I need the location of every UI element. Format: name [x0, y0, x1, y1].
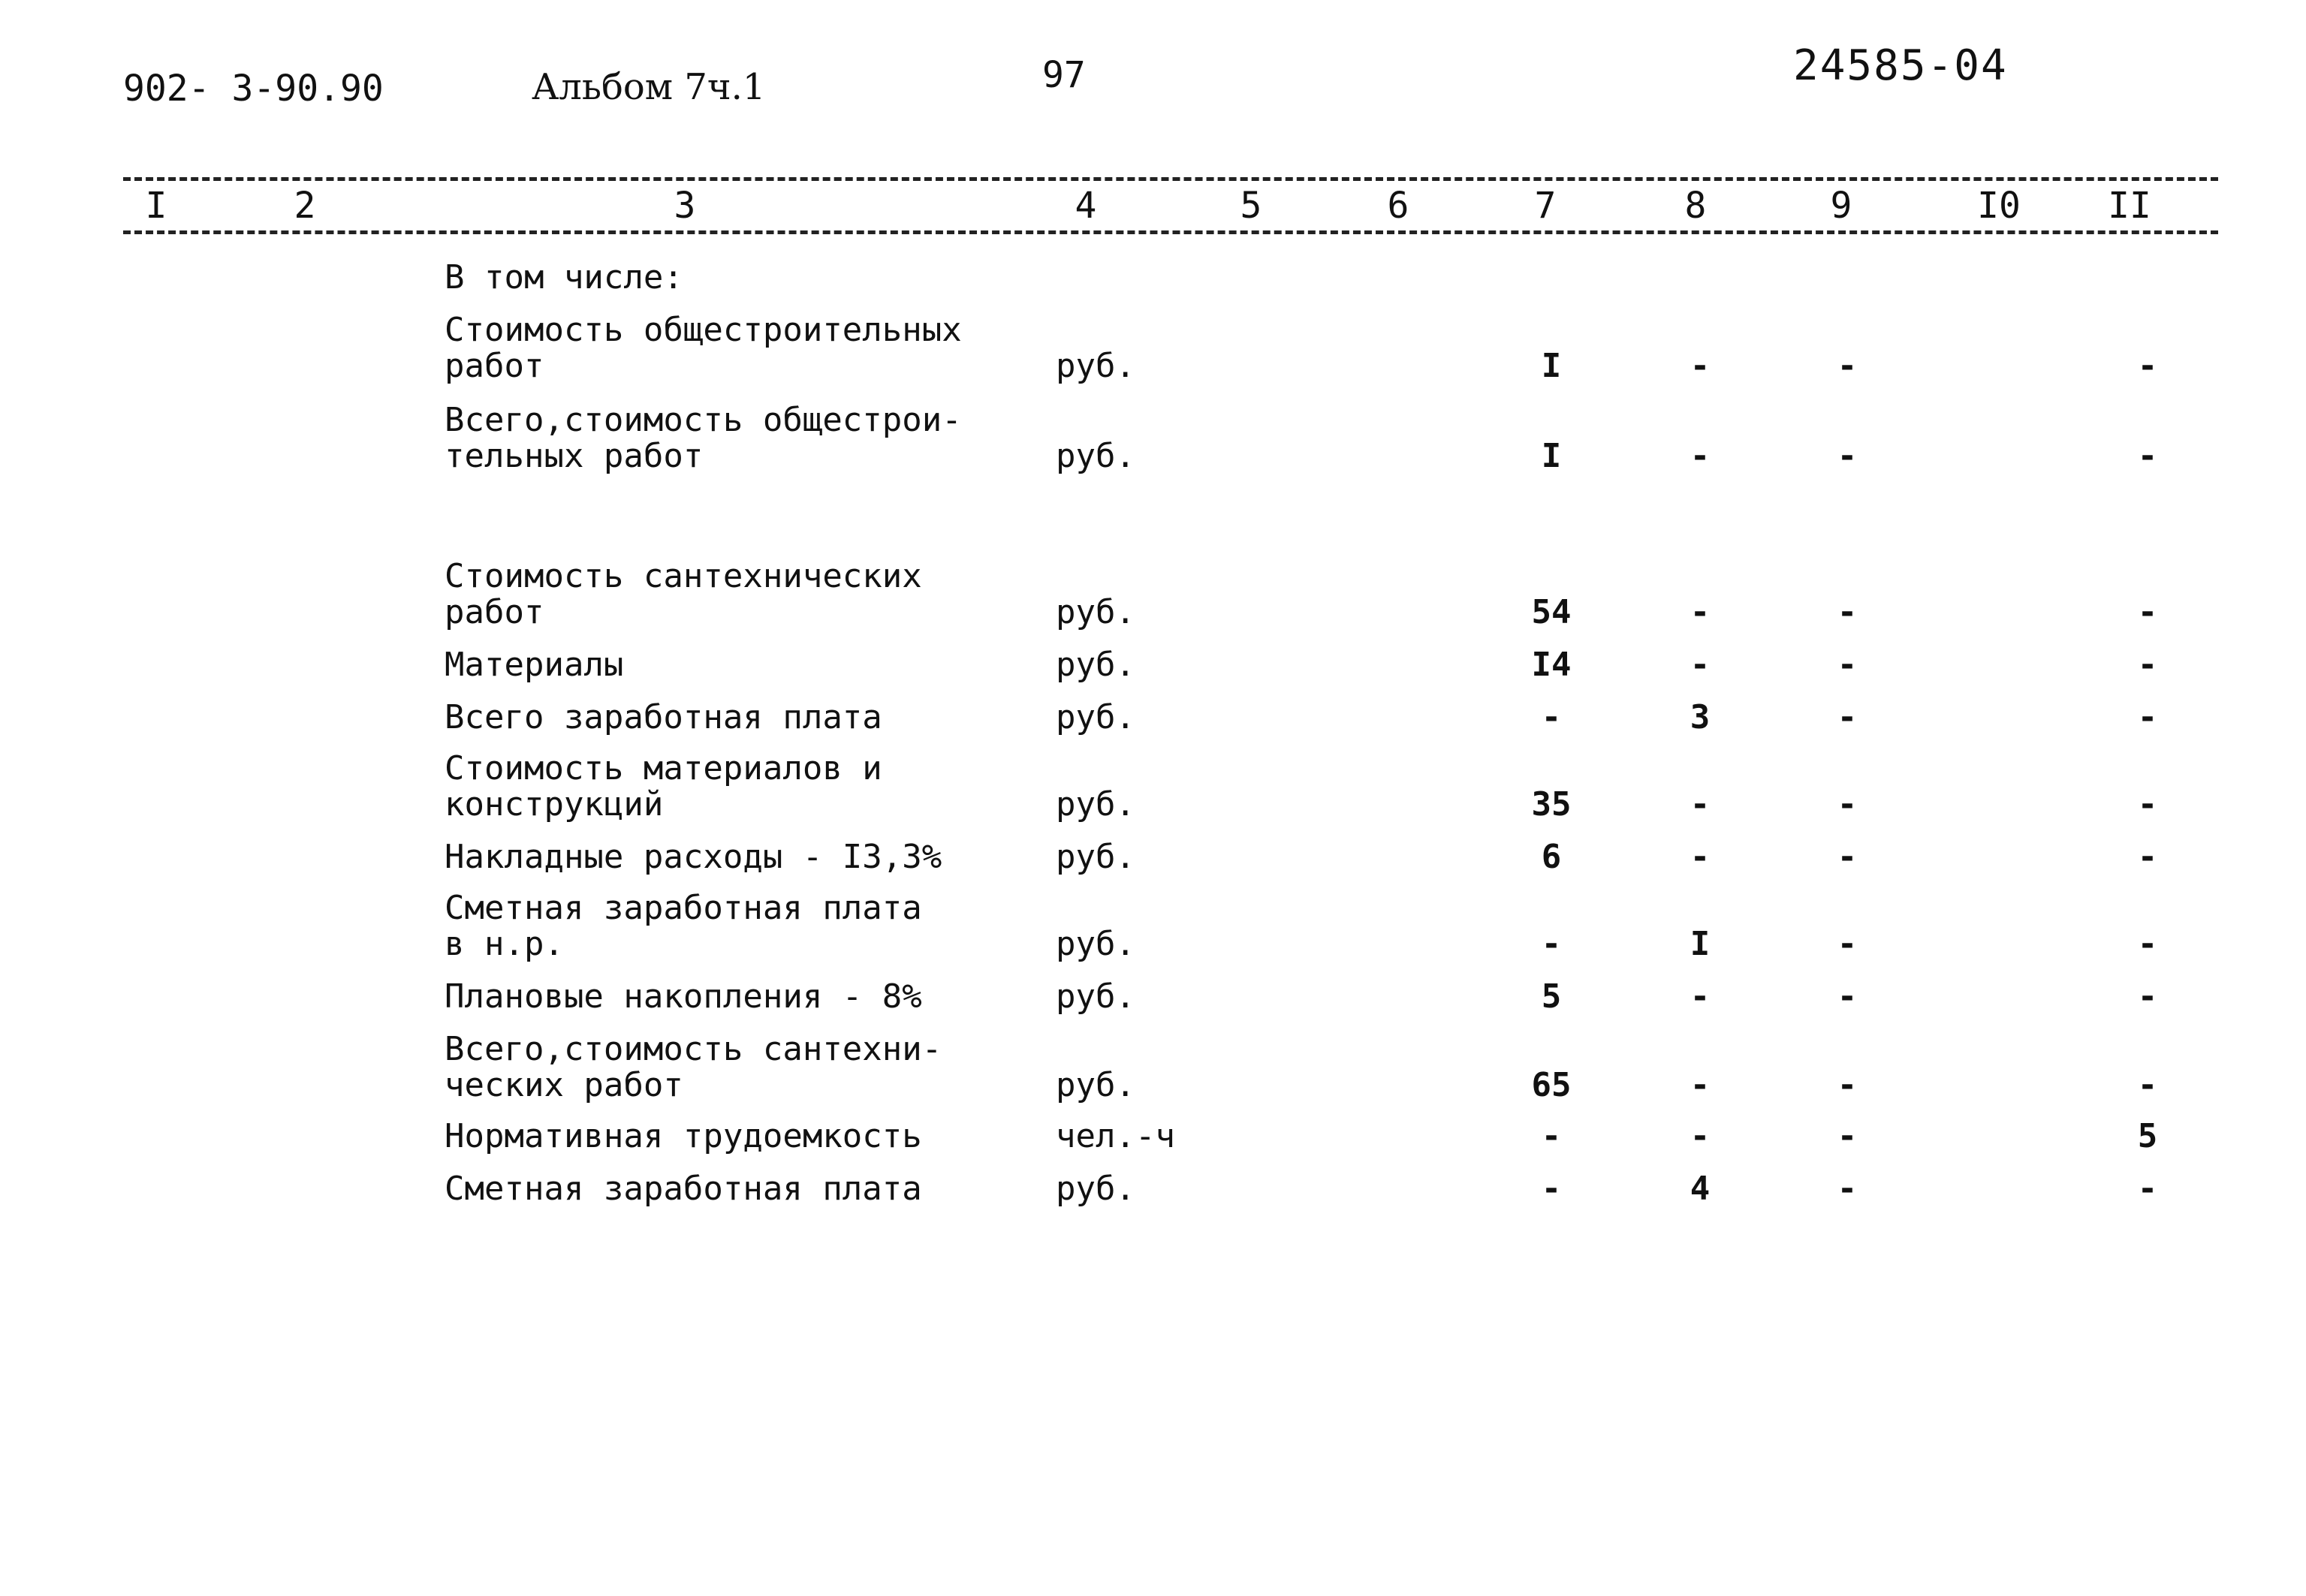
row-unit: руб.: [1056, 437, 1135, 475]
row-value-col9: -: [1837, 347, 1858, 385]
row-description: Стоимость общестроительных работ: [445, 311, 962, 385]
row-description: Сметная заработная плата: [445, 1170, 922, 1208]
row-description: Всего,стоимость сантехни- ческих работ: [445, 1030, 942, 1104]
document-number: 24585-04: [1793, 41, 2008, 90]
row-description: Накладные расходы - I3,3%: [445, 838, 942, 876]
row-description: Сметная заработная плата в н.р.: [445, 889, 922, 963]
row-value-col11: 5: [2137, 1117, 2158, 1155]
row-unit: руб.: [1056, 785, 1135, 824]
row-value-col11: -: [2137, 646, 2158, 684]
row-value-col7: I: [1541, 347, 1562, 385]
row-value-col9: -: [1837, 437, 1858, 475]
column-header-bottom-rule: [123, 230, 2218, 234]
row-value-col8: -: [1690, 437, 1711, 475]
row-unit: руб.: [1056, 1170, 1135, 1208]
column-number: 9: [1830, 185, 1852, 227]
row-value-col7: 54: [1531, 593, 1572, 631]
column-number: I: [145, 185, 167, 227]
column-header-top-rule: [123, 177, 2218, 181]
row-value-col8: -: [1690, 1117, 1711, 1155]
row-description: Стоимость сантехнических работ: [445, 557, 922, 631]
row-description: Материалы: [445, 646, 624, 684]
row-value-col9: -: [1837, 1117, 1858, 1155]
row-description: Плановые накопления - 8%: [445, 977, 922, 1016]
column-number: I0: [1977, 185, 2021, 227]
row-value-col8: -: [1690, 838, 1711, 876]
column-number: 2: [294, 185, 316, 227]
row-unit: руб.: [1056, 925, 1135, 963]
row-value-col8: -: [1690, 977, 1711, 1016]
row-value-col7: -: [1541, 1170, 1562, 1208]
row-value-col7: -: [1541, 925, 1562, 963]
row-value-col11: -: [2137, 437, 2158, 475]
row-value-col7: -: [1541, 1117, 1562, 1155]
row-value-col9: -: [1837, 925, 1858, 963]
row-value-col11: -: [2137, 838, 2158, 876]
row-value-col11: -: [2137, 977, 2158, 1016]
row-value-col8: -: [1690, 1066, 1711, 1104]
row-description: Всего,стоимость общестрои- тельных работ: [445, 401, 962, 475]
row-value-col9: -: [1837, 785, 1858, 824]
row-value-col7: 5: [1541, 977, 1562, 1016]
row-value-col11: -: [2137, 593, 2158, 631]
row-description: Стоимость материалов и конструкций: [445, 749, 882, 824]
row-value-col9: -: [1837, 646, 1858, 684]
column-number: 3: [674, 185, 696, 227]
column-number: II: [2108, 185, 2151, 227]
row-value-col9: -: [1837, 977, 1858, 1016]
row-unit: руб.: [1056, 838, 1135, 876]
column-number: 7: [1534, 185, 1557, 227]
row-value-col8: 4: [1690, 1170, 1711, 1208]
row-value-col11: -: [2137, 698, 2158, 736]
row-value-col9: -: [1837, 698, 1858, 736]
page-number: 97: [1042, 54, 1086, 96]
row-unit: руб.: [1056, 698, 1135, 736]
row-value-col7: 6: [1541, 838, 1562, 876]
row-value-col7: I: [1541, 437, 1562, 475]
row-description: В том числе:: [445, 258, 683, 297]
row-unit: руб.: [1056, 347, 1135, 385]
project-code: 902- 3-90.90: [123, 68, 384, 110]
column-number: 4: [1075, 185, 1097, 227]
row-unit: руб.: [1056, 646, 1135, 684]
row-value-col11: -: [2137, 1170, 2158, 1208]
row-value-col9: -: [1837, 1066, 1858, 1104]
row-unit: руб.: [1056, 593, 1135, 631]
row-description: Всего заработная плата: [445, 698, 882, 736]
column-number: 6: [1387, 185, 1409, 227]
row-value-col11: -: [2137, 785, 2158, 824]
album-label: Альбом 7ч.1: [532, 66, 766, 108]
row-value-col9: -: [1837, 1170, 1858, 1208]
row-value-col8: 3: [1690, 698, 1711, 736]
row-value-col7: -: [1541, 698, 1562, 736]
row-value-col11: -: [2137, 347, 2158, 385]
column-number: 8: [1684, 185, 1707, 227]
row-value-col8: I: [1690, 925, 1711, 963]
row-value-col11: -: [2137, 1066, 2158, 1104]
row-value-col7: 35: [1531, 785, 1572, 824]
row-unit: чел.-ч: [1056, 1117, 1175, 1155]
row-description: Нормативная трудоемкость: [445, 1117, 922, 1155]
row-unit: руб.: [1056, 977, 1135, 1016]
row-value-col8: -: [1690, 593, 1711, 631]
row-value-col7: 65: [1531, 1066, 1572, 1104]
row-value-col11: -: [2137, 925, 2158, 963]
row-value-col8: -: [1690, 646, 1711, 684]
row-value-col9: -: [1837, 838, 1858, 876]
row-value-col8: -: [1690, 347, 1711, 385]
row-value-col8: -: [1690, 785, 1711, 824]
column-number: 5: [1240, 185, 1262, 227]
row-value-col9: -: [1837, 593, 1858, 631]
row-unit: руб.: [1056, 1066, 1135, 1104]
row-value-col7: I4: [1531, 646, 1572, 684]
